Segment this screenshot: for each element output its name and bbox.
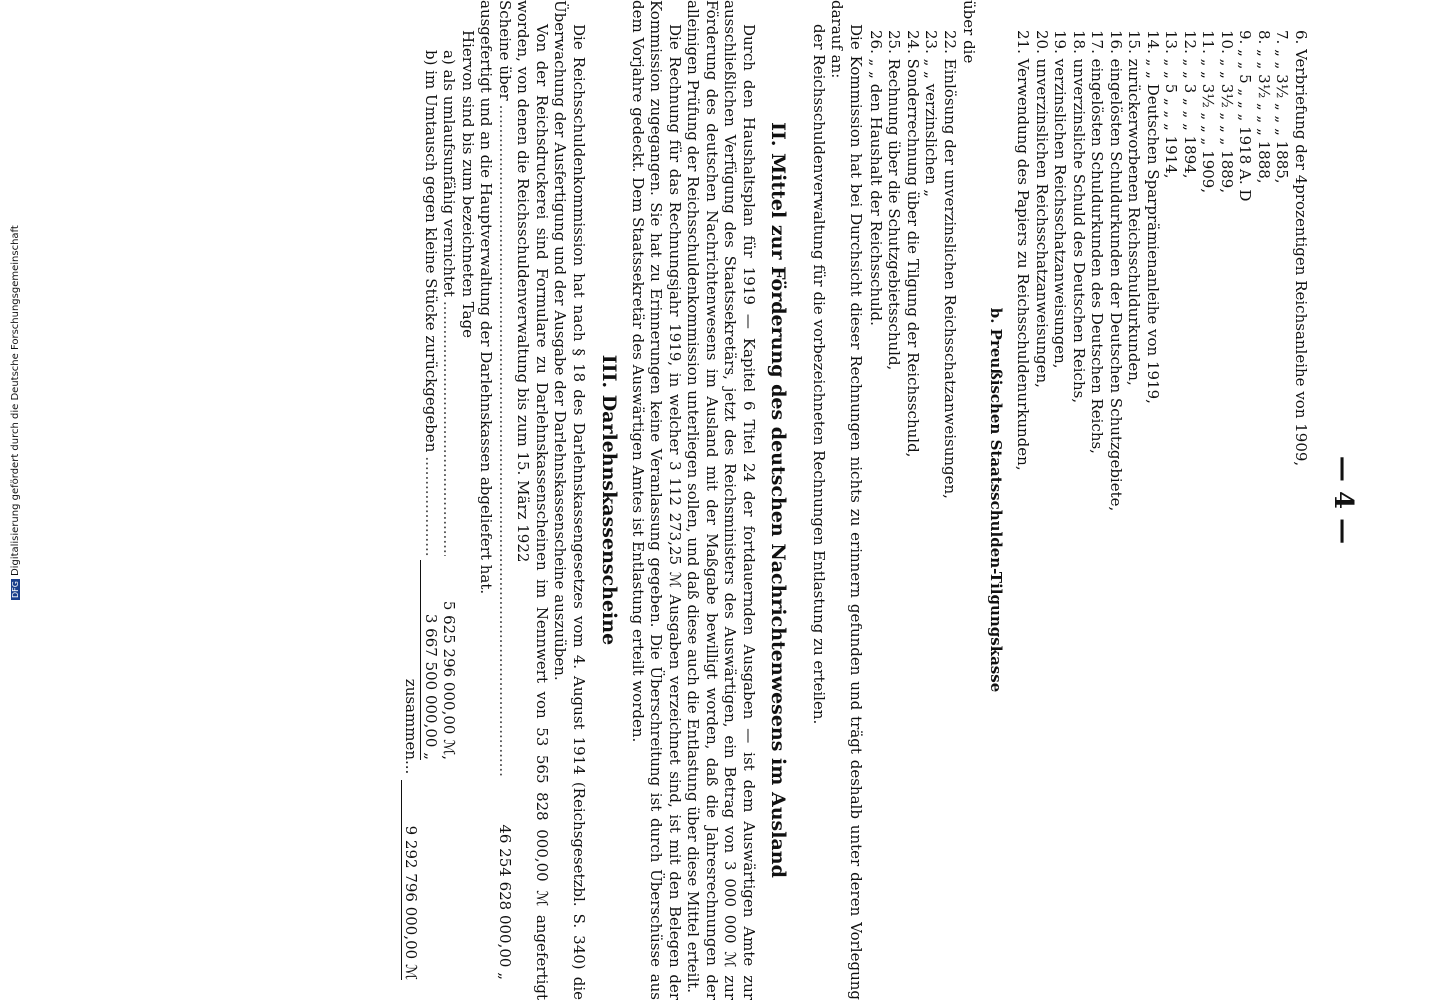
paragraph-ii-2: Die Rechnung für das Rechnungsjahr 1919, in welcher 3 112 273,25 ℳ Ausgaben verzeichnet sind, ist mit den Belegen der Kommission zugegangen. Sie hat zu Erinnerungen keine Veranlassung gegeben. Die Überschreitung ist durch Überschüsse aus dem Vorjahre gedeckt. Dem Staatssekretär des Auswärtigen Amtes ist Entlastung erteilt worden. [629,0,684,1000]
list-item: 22. Einlösung der unverzinslichen Reichsschatzanweisungen, [941,30,959,499]
dfg-logo: DFG [11,581,20,598]
section-heading-iii: III. Darlehnskassenscheine [598,354,620,646]
list-item: 16. eingelösten Schuldurkunden der Deutschen Schutzgebiete, [1107,30,1125,512]
item-list-b [867,0,960,1000]
row-amount: 46 254 628 000,00 „ [496,824,514,980]
list-item: 7. „ „ 3½ „ „ „ 1885, [1273,30,1292,184]
row-label: b) im Umtausch gegen kleine Stücke zurückgegeben [422,50,440,453]
list-item: 8. „ „ 3½ „ „ „ 1888, [1255,30,1273,184]
rows-iii [401,0,514,1000]
list-item: 13. „ „ 5 „ „ „ 1914, [1162,30,1181,179]
section-heading-b: b. Preußischen Staatsschulden-Tilgungskasse [987,307,1005,693]
amount-row [421,0,441,1000]
list-item: 11. „ „ 3½ „ „ „ 1909, [1199,30,1218,194]
row-label: Scheine über [496,0,514,101]
paragraph-ii [629,0,759,1000]
list-item: 17. eingelösten Schuldurkunden des Deutschen Reichs, [1088,30,1107,454]
footer-text: Digitalisierung gefördert durch die Deutsche Forschungsgemeinschaft [10,225,21,577]
list-item: 9. „ „ 5 „ „ „ 1918 A. D [1236,30,1255,202]
list-item: 20. unverzinslichen Reichsschatzanweisungen, [1033,30,1051,388]
paragraph-iii-1: Die Reichsschuldenkommission hat nach § 18 des Darlehnskassengesetzes vom 4. August 1914 (Reichsgesetzbl. S. 340) die Überwachung der Ausfertigung und der Ausgabe der Darlehnskassenscheine auszuüben. [551,0,588,1000]
list-item: 10. „ „ 3½ „ „ „ 1889, [1218,30,1236,194]
list-item: 6. Verbriefung der 4prozentigen Reichsanleihe von 1909, [1292,30,1310,467]
section-heading-ii: II. Mittel zur Förderung des deutschen Nachrichtenwesens im Ausland [767,122,789,878]
paragraph-ii-1: Durch den Haushaltsplan für 1919 — Kapitel 6 Titel 24 der fortdauernden Ausgaben — ist dem Auswärtigen Amte zur ausschließlichen Verfügung des Staatssekretärs, jetzt des Reichsministers des Auswärtigen, ein Betrag von 3 000 000 ℳ zur Förderung des deutschen Nachrichtenwesens im Ausland mit der Maßgabe bewilligt worden, daß die Jahresrechnungen der alleinigen Prüfung der Reichsschuldenkommission unterliegen sollen, und daß diese auch die Entlastung über diese Mittel erteilt. [684,0,758,1000]
row-label: a) als umlaufsunfähig vernichtet [440,50,459,297]
list-item: 26. „ „ den Haushalt der Reichsschuld. [867,30,885,326]
list-item: 12. „ „ 3 „ „ „ 1894, [1181,30,1199,179]
row-label: ausgefertigt und an die Hauptverwaltung der Darlehnskassen abgeliefert hat. [477,0,496,595]
hiervon: Hiervon sind bis zum bezeichneten Tage [459,30,477,339]
paragraph-iii [514,0,588,1000]
paragraph-b-text: Die Kommission hat bei Durchsicht dieser Rechnungen nichts zu erinnern gefunden und trägt deshalb unter deren Vorlegung darauf an: [828,0,865,1000]
row-amount: 5 625 296 000,00 ℳ, [440,600,459,760]
amount-row [440,0,459,1000]
item-list-a [1014,0,1310,1000]
total-amount: 9 292 796 000,00 ℳ [401,780,421,980]
list-item: 18. unverzinsliche Schuld des Deutschen Reichs, [1070,30,1088,404]
ueber-die: über die [960,0,978,64]
list-item: 25. Rechnung über die Schutzgebietsschuld, [885,30,904,371]
row-amount: 3 667 500 000,00 „ [421,560,441,760]
amount-row [496,0,515,1000]
list-item: 23. „ „ verzinslichen „ [922,30,941,198]
paragraph-b [810,0,866,1000]
page-number: — 4 — [1328,455,1358,545]
paragraph-b-conclusion: der Reichsschuldenverwaltung für die vorbezeichneten Rechnungen Entlastung zu erteilen. [810,24,828,725]
list-item: 14. „ „ Deutschen Sparprämienanleihe von 1919, [1144,30,1162,404]
list-item: 21. Verwendung des Papiers zu Reichsschuldenurkunden, [1014,30,1033,471]
list-item: 24. Sonderrechnung über die Tilgung der Reichsschuld, [904,30,922,458]
total-label: zusammen [402,678,421,760]
list-item: 15. zurückerworbenen Reichsschuldurkunden, [1125,30,1144,386]
total-row: zusammen ... 9 292 796 000,00 ℳ [402,678,421,980]
list-item: 19. verzinslichen Reichsschatzanweisungen, [1051,30,1070,369]
paragraph-iii-2: Von der Reichsdruckerei sind Formulare zu Darlehnskassenscheinen im Nennwert von 53 565 828 000,00 ℳ angefertigt worden, von denen die Reichsschuldenverwaltung bis zum 15. März 1922 [514,0,551,1000]
document-body [120,0,1370,1000]
footer-credit [10,225,21,600]
